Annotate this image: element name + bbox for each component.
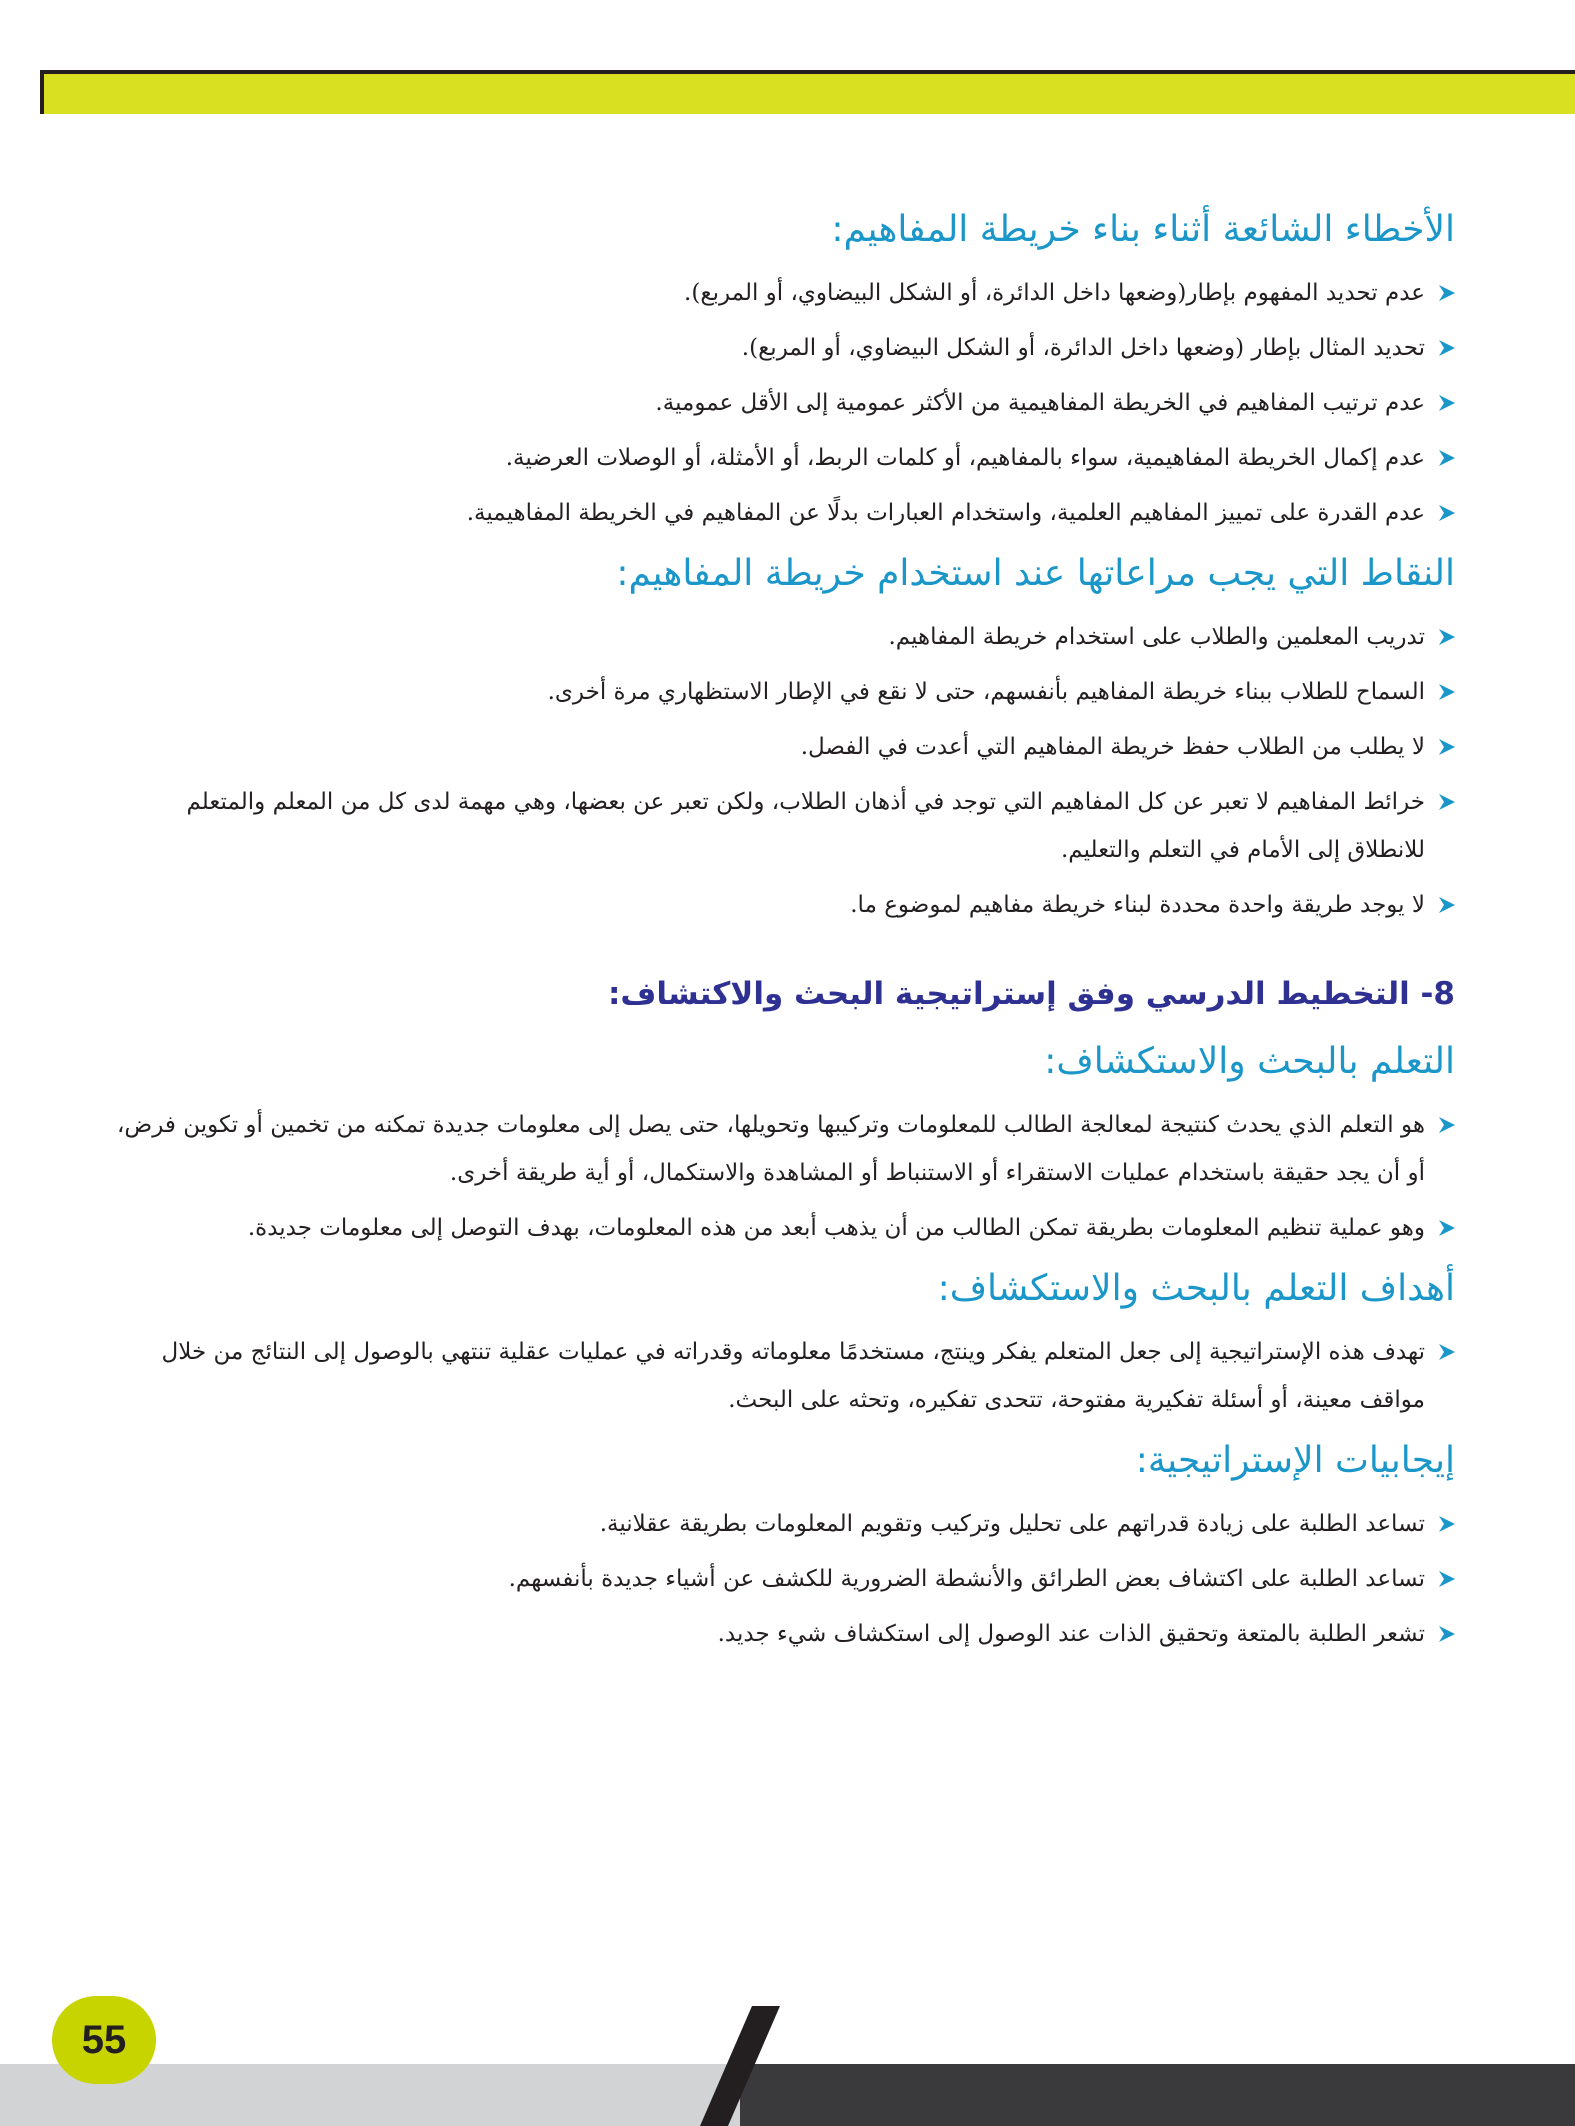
bullet-icon — [1439, 897, 1455, 913]
list-item: عدم تحديد المفهوم بإطار(وضعها داخل الدائرة، أو الشكل البيضاوي، أو المربع). — [110, 269, 1455, 317]
section-title-points-to-consider: النقاط التي يجب مراعاتها عند استخدام خريطة المفاهيم: — [616, 553, 1455, 594]
list-item: تهدف هذه الإستراتيجية إلى جعل المتعلم يفكر وينتج، مستخدمًا معلوماته وقدراته في عمليات عقلية تنتهي بالوصول إلى النتائج من خلال مواقف معينة، أو أسئلة تفكيرية مفتوحة، تتحدى تفكيره، وتحثه على البحث. — [110, 1328, 1455, 1424]
list-item: وهو عملية تنظيم المعلومات بطريقة تمكن الطالب من أن يذهب أبعد من هذه المعلومات، بهدف التوصل إلى معلومات جديدة. — [110, 1204, 1455, 1252]
bullet-icon — [1439, 1626, 1455, 1642]
common-mistakes-list — [110, 269, 1455, 537]
list-item: لا يطلب من الطلاب حفظ خريطة المفاهيم التي أعدت في الفصل. — [110, 723, 1455, 771]
points-to-consider-list — [110, 613, 1455, 929]
page-number: 55 — [81, 2017, 127, 2062]
section-title-learning-by-discovery: التعلم بالبحث والاستكشاف: — [1044, 1041, 1455, 1082]
list-item: لا يوجد طريقة واحدة محددة لبناء خريطة مفاهيم لموضوع ما. — [110, 881, 1455, 929]
bullet-icon — [1439, 1220, 1455, 1236]
bullet-icon — [1439, 1516, 1455, 1532]
page-number-badge — [52, 1996, 156, 2084]
bullet-icon — [1439, 450, 1455, 466]
list-item: تساعد الطلبة على اكتشاف بعض الطرائق والأنشطة الضرورية للكشف عن أشياء جديدة بأنفسهم. — [110, 1555, 1455, 1603]
list-item: عدم القدرة على تمييز المفاهيم العلمية، واستخدام العبارات بدلًا عن المفاهيم في الخريطة المفاهيمية. — [110, 489, 1455, 537]
bullet-icon — [1439, 395, 1455, 411]
heading-8-lesson-planning: 8- التخطيط الدرسي وفق إستراتيجية البحث والاكتشاف: — [608, 976, 1455, 1012]
bullet-icon — [1439, 285, 1455, 301]
list-item: هو التعلم الذي يحدث كنتيجة لمعالجة الطالب للمعلومات وتركيبها وتحويلها، حتى يصل إلى معلومات جديدة تمكنه من تخمين أو تكوين فرض، أو أن يجد حقيقة باستخدام عمليات الاستقراء أو الاستنباط أو المشاهدة والاستكمال، أو أية طريقة أخرى. — [110, 1101, 1455, 1197]
list-item: عدم ترتيب المفاهيم في الخريطة المفاهيمية من الأكثر عمومية إلى الأقل عمومية. — [110, 379, 1455, 427]
list-item: تساعد الطلبة على زيادة قدراتهم على تحليل وتركيب وتقويم المعلومات بطريقة عقلانية. — [110, 1500, 1455, 1548]
bullet-icon — [1439, 794, 1455, 810]
list-item: تحديد المثال بإطار (وضعها داخل الدائرة، أو الشكل البيضاوي، أو المربع). — [110, 324, 1455, 372]
bullet-icon — [1439, 340, 1455, 356]
list-item: خرائط المفاهيم لا تعبر عن كل المفاهيم التي توجد في أذهان الطلاب، ولكن تعبر عن بعضها، وهي مهمة لدى كل من المعلم والمتعلم للانطلاق إلى الأمام في التعلم والتعليم. — [110, 778, 1455, 874]
page-content — [110, 205, 1455, 1670]
bullet-icon — [1439, 629, 1455, 645]
bullet-icon — [1439, 1344, 1455, 1360]
section-title-strategy-advantages: إيجابيات الإستراتيجية: — [1135, 1440, 1455, 1481]
section-title-discovery-goals: أهداف التعلم بالبحث والاستكشاف: — [937, 1268, 1455, 1309]
discovery-goals-list — [110, 1328, 1455, 1424]
bullet-icon — [1439, 1117, 1455, 1133]
list-item: السماح للطلاب ببناء خريطة المفاهيم بأنفسهم، حتى لا نقع في الإطار الاستظهاري مرة أخرى. — [110, 668, 1455, 716]
bullet-icon — [1439, 505, 1455, 521]
bullet-icon — [1439, 739, 1455, 755]
learning-by-discovery-list — [110, 1101, 1455, 1252]
list-item: عدم إكمال الخريطة المفاهيمية، سواء بالمفاهيم، أو كلمات الربط، أو الأمثلة، أو الوصلات العرضية. — [110, 434, 1455, 482]
strategy-advantages-list — [110, 1500, 1455, 1658]
bullet-icon — [1439, 1571, 1455, 1587]
header-accent-bar — [40, 70, 1575, 114]
bullet-icon — [1439, 684, 1455, 700]
footer-dark-band — [740, 2064, 1575, 2126]
section-title-common-mistakes: الأخطاء الشائعة أثناء بناء خريطة المفاهيم: — [831, 209, 1455, 250]
footer-diagonal-stripe — [700, 2006, 780, 2126]
list-item: تشعر الطلبة بالمتعة وتحقيق الذات عند الوصول إلى استكشاف شيء جديد. — [110, 1610, 1455, 1658]
list-item: تدريب المعلمين والطلاب على استخدام خريطة المفاهيم. — [110, 613, 1455, 661]
